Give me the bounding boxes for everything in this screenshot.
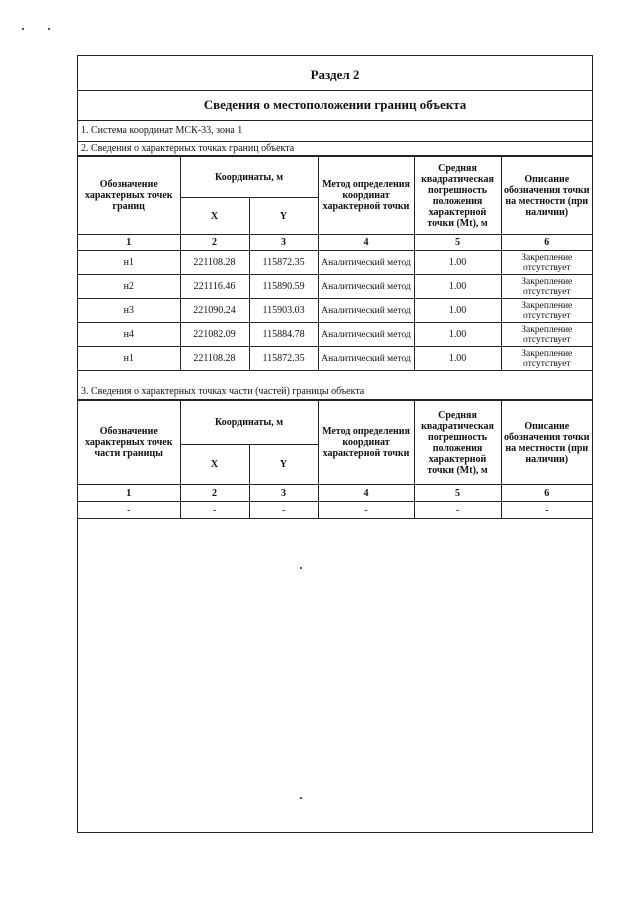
column-index: 3: [249, 485, 318, 502]
header-x: X: [180, 445, 249, 485]
table-row: [78, 251, 592, 275]
point-method: Аналитический метод: [318, 299, 414, 323]
empty-cell: -: [414, 502, 501, 519]
table-row: [78, 299, 592, 323]
point-y: 115872.35: [249, 251, 318, 275]
point-method: Аналитический метод: [318, 251, 414, 275]
column-index: 1: [78, 485, 180, 502]
point-y: 115884.78: [249, 323, 318, 347]
part-boundary-points-table: [78, 400, 592, 519]
column-index: 2: [180, 235, 249, 251]
table-row: [78, 347, 592, 371]
point-x: 221108.28: [180, 251, 249, 275]
point-name: н2: [78, 275, 180, 299]
point-name: н4: [78, 323, 180, 347]
empty-cell: -: [180, 502, 249, 519]
point-error: 1.00: [414, 251, 501, 275]
table-row: [78, 502, 592, 519]
point-x: 221116.46: [180, 275, 249, 299]
column-index: 1: [78, 235, 180, 251]
point-description: Закрепление отсутствует: [501, 299, 592, 323]
header-x: X: [180, 198, 249, 235]
point-error: 1.00: [414, 299, 501, 323]
point-method: Аналитический метод: [318, 323, 414, 347]
table-row: [78, 275, 592, 299]
header-error: Средняя квадратическая погрешность положения характерной точки (Mt), м: [414, 157, 501, 235]
point-x: 221108.28: [180, 347, 249, 371]
header-designation: Обозначение характерных точек части границы: [78, 401, 180, 485]
column-index-row: [78, 235, 592, 251]
point-method: Аналитический метод: [318, 275, 414, 299]
column-index: 5: [414, 485, 501, 502]
column-index: 6: [501, 235, 592, 251]
empty-cell: -: [501, 502, 592, 519]
boundary-points-table: [78, 156, 592, 371]
point-x: 221082.09: [180, 323, 249, 347]
column-index: 3: [249, 235, 318, 251]
point-error: 1.00: [414, 275, 501, 299]
header-method: Метод определения координат характерной точки: [318, 157, 414, 235]
column-index: 4: [318, 235, 414, 251]
point-method: Аналитический метод: [318, 347, 414, 371]
header-error: Средняя квадратическая погрешность положения характерной точки (Mt), м: [414, 401, 501, 485]
point-name: н1: [78, 251, 180, 275]
point-error: 1.00: [414, 347, 501, 371]
point-name: н3: [78, 299, 180, 323]
point-description: Закрепление отсутствует: [501, 251, 592, 275]
coordinate-system: 1. Система координат МСК-33, зона 1: [78, 120, 592, 142]
table-row: [78, 323, 592, 347]
scan-speck: [300, 567, 302, 569]
header-y: Y: [249, 445, 318, 485]
column-index: 4: [318, 485, 414, 502]
point-x: 221090.24: [180, 299, 249, 323]
header-coordinates: Координаты, м: [180, 157, 318, 198]
empty-cell: -: [318, 502, 414, 519]
section-subtitle: Сведения о местоположении границ объекта: [78, 90, 592, 121]
header-designation: Обозначение характерных точек границ: [78, 157, 180, 235]
header-y: Y: [249, 198, 318, 235]
point-description: Закрепление отсутствует: [501, 347, 592, 371]
point-y: 115890.59: [249, 275, 318, 299]
point-name: н1: [78, 347, 180, 371]
point-description: Закрепление отсутствует: [501, 275, 592, 299]
scan-speck: [300, 797, 302, 799]
empty-cell: -: [78, 502, 180, 519]
header-method: Метод определения координат характерной точки: [318, 401, 414, 485]
section-title: Раздел 2: [78, 56, 592, 91]
point-y: 115872.35: [249, 347, 318, 371]
point-y: 115903.03: [249, 299, 318, 323]
scan-speck: [22, 28, 24, 30]
scan-speck: [48, 28, 50, 30]
parts-heading: 3. Сведения о характерных точках части (частей) границы объекта: [78, 385, 592, 400]
header-description: Описание обозначения точки на местности (при наличии): [501, 157, 592, 235]
point-error: 1.00: [414, 323, 501, 347]
points-heading: 2. Сведения о характерных точках границ объекта: [78, 142, 592, 156]
point-description: Закрепление отсутствует: [501, 323, 592, 347]
column-index: 2: [180, 485, 249, 502]
column-index: 6: [501, 485, 592, 502]
empty-cell: -: [249, 502, 318, 519]
document-frame: [77, 55, 593, 833]
column-index: 5: [414, 235, 501, 251]
header-description: Описание обозначения точки на местности (при наличии): [501, 401, 592, 485]
header-coordinates: Координаты, м: [180, 401, 318, 445]
column-index-row: [78, 485, 592, 502]
